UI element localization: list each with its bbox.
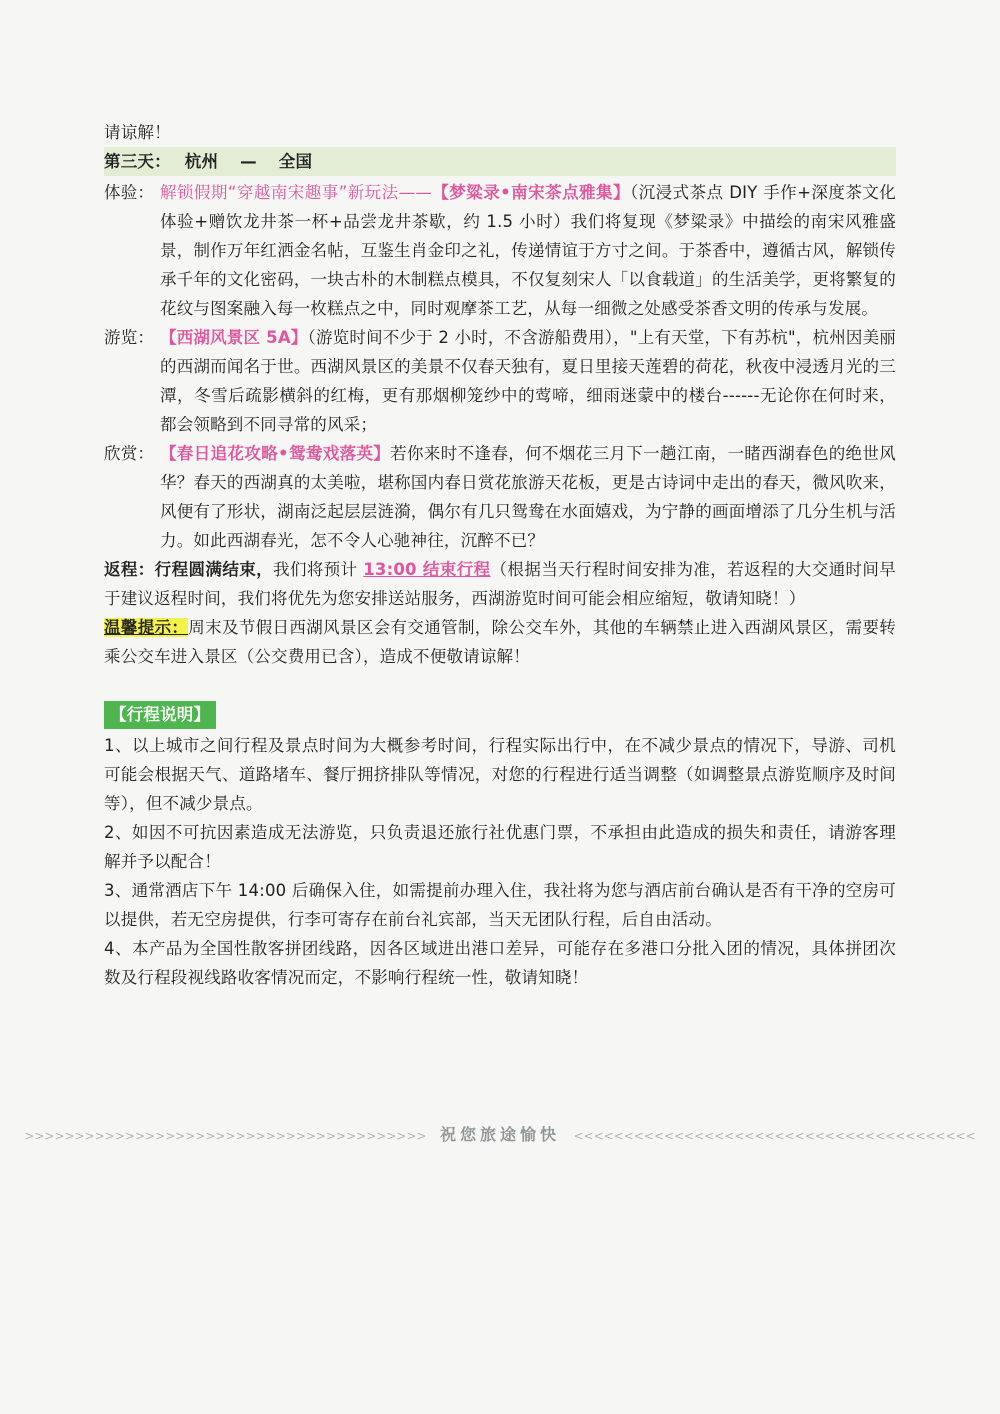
sightseeing-section xyxy=(104,323,896,439)
day-label: 第三天： xyxy=(104,152,171,171)
return-label: 返程：行程圆满结束， xyxy=(104,560,274,579)
footer-blessing-text: 祝您旅途愉快 xyxy=(439,1125,560,1144)
intro-tail: 请谅解！ xyxy=(104,123,171,142)
appreciate-section xyxy=(104,439,896,555)
footer-left-arrows: >>>>>>>>>>>>>>>>>>>>>>>>>>>>>>>>>>>>>>>> xyxy=(24,1129,427,1143)
notes-item: 4、本产品为全国性散客拼团线路，因各区域进出港口差异，可能存在多港口分批入团的情况，具体拼团次数及行程段视线路收客情况而定，不影响行程统一性，敬请知晓！ xyxy=(104,939,896,987)
appreciate-highlight: 【春日追花攻略•鸳鸯戏落英】 xyxy=(160,444,391,463)
footer-right-arrows: <<<<<<<<<<<<<<<<<<<<<<<<<<<<<<<<<<<<<<<< xyxy=(573,1129,976,1143)
tip-label: 温馨提示： xyxy=(104,618,189,637)
notes-item: 2、如因不可抗因素造成无法游览，只负责退还旅行社优惠门票，不承担由此造成的损失和责任，请游客理解并予以配合！ xyxy=(104,823,896,871)
day-heading xyxy=(104,147,896,176)
experience-section xyxy=(104,178,896,323)
sightseeing-highlight: 【西湖风景区 5A】 xyxy=(160,328,308,347)
sightseeing-body: （游览时间不少于 2 小时，不含游船费用），"上有天堂，下有苏杭"，杭州因美丽的西湖而闻名于世。西湖风景区的美景不仅春天独有，夏日里接天莲碧的荷花，秋夜中浸透月光的三潭，冬雪后疏影横斜的红梅，更有那烟柳笼纱中的莺啼，细雨迷蒙中的楼台------无论你在何时来，都会领略到不同寻常的风采； xyxy=(160,328,897,434)
sightseeing-label: 游览： xyxy=(104,328,155,347)
notes-item: 1、以上城市之间行程及景点时间为大概参考时间，行程实际出行中，在不减少景点的情况下，导游、司机可能会根据天气、道路堵车、餐厅拥挤排队等情况，对您的行程进行适当调整（如调整景点游览顺序及时间等），但不减少景点。 xyxy=(104,736,896,813)
experience-prefix: 解锁假期“穿越南宋趣事”新玩法—— xyxy=(160,183,433,202)
return-body: （根据当天行程时间安排为准，若返程的大交通时间早于建议返程时间，我们将优先为您安排送站服务，西湖游览时间可能会相应缩短，敬请知晓！） xyxy=(104,560,897,608)
experience-label: 体验： xyxy=(104,183,155,202)
tip-section xyxy=(104,613,896,671)
appreciate-body: 若你来时不逢春，何不烟花三月下一趟江南，一睹西湖春色的绝世风华？春天的西湖真的太美啦，堪称国内春日赏花旅游天花板，更是古诗词中走出的春天，微风吹来，风便有了形状，湖南泛起层层涟漪，偶尔有几只鸳鸯在水面嬉戏，为宁静的画面增添了几分生机与活力。如此西湖春光，怎不令人心驰神往，沉醉不已？ xyxy=(160,444,896,550)
footer-blessing xyxy=(0,1122,1000,1145)
day-from: 杭州 xyxy=(184,152,219,171)
return-time: 13:00 结束行程 xyxy=(363,560,491,579)
experience-highlight: 【梦粱录•南宋茶点雅集】 xyxy=(432,183,630,202)
notes-title: 【行程说明】 xyxy=(104,701,216,729)
day-to: 全国 xyxy=(278,152,313,171)
experience-body: （沉浸式茶点 DIY 手作+深度茶文化体验+赠饮龙井茶一杯+品尝龙井茶歇，约 1.5 小时）我们将复现《梦粱录》中描绘的南宋风雅盛景，制作万年红洒金名帖，互鉴生肖金印之礼，传递情谊于方寸之间。于茶香中，遵循古风，解锁传承千年的文化密码，一块古朴的木制糕点模具，不仅复刻宋人「以食载道」的生活美学，更将繁复的花纹与图案融入每一枚糕点之中，同时观摩茶工艺，从每一细微之处感受茶香文明的传承与发展。 xyxy=(160,183,897,318)
return-mid: 我们将预计 xyxy=(273,560,364,579)
return-section xyxy=(104,555,896,613)
notes-item: 3、通常酒店下午 14:00 后确保入住，如需提前办理入住，我社将为您与酒店前台确认是否有干净的空房可以提供，若无空房提供，行李可寄存在前台礼宾部，当天无团队行程，后自由活动。 xyxy=(104,881,896,929)
day-dash: — xyxy=(240,152,257,171)
appreciate-label: 欣赏： xyxy=(104,444,155,463)
itinerary-page xyxy=(104,118,896,992)
tip-body: 周末及节假日西湖风景区会有交通管制，除公交车外，其他的车辆禁止进入西湖风景区，需要转乘公交车进入景区（公交费用已含），造成不便敬请谅解！ xyxy=(104,618,897,666)
